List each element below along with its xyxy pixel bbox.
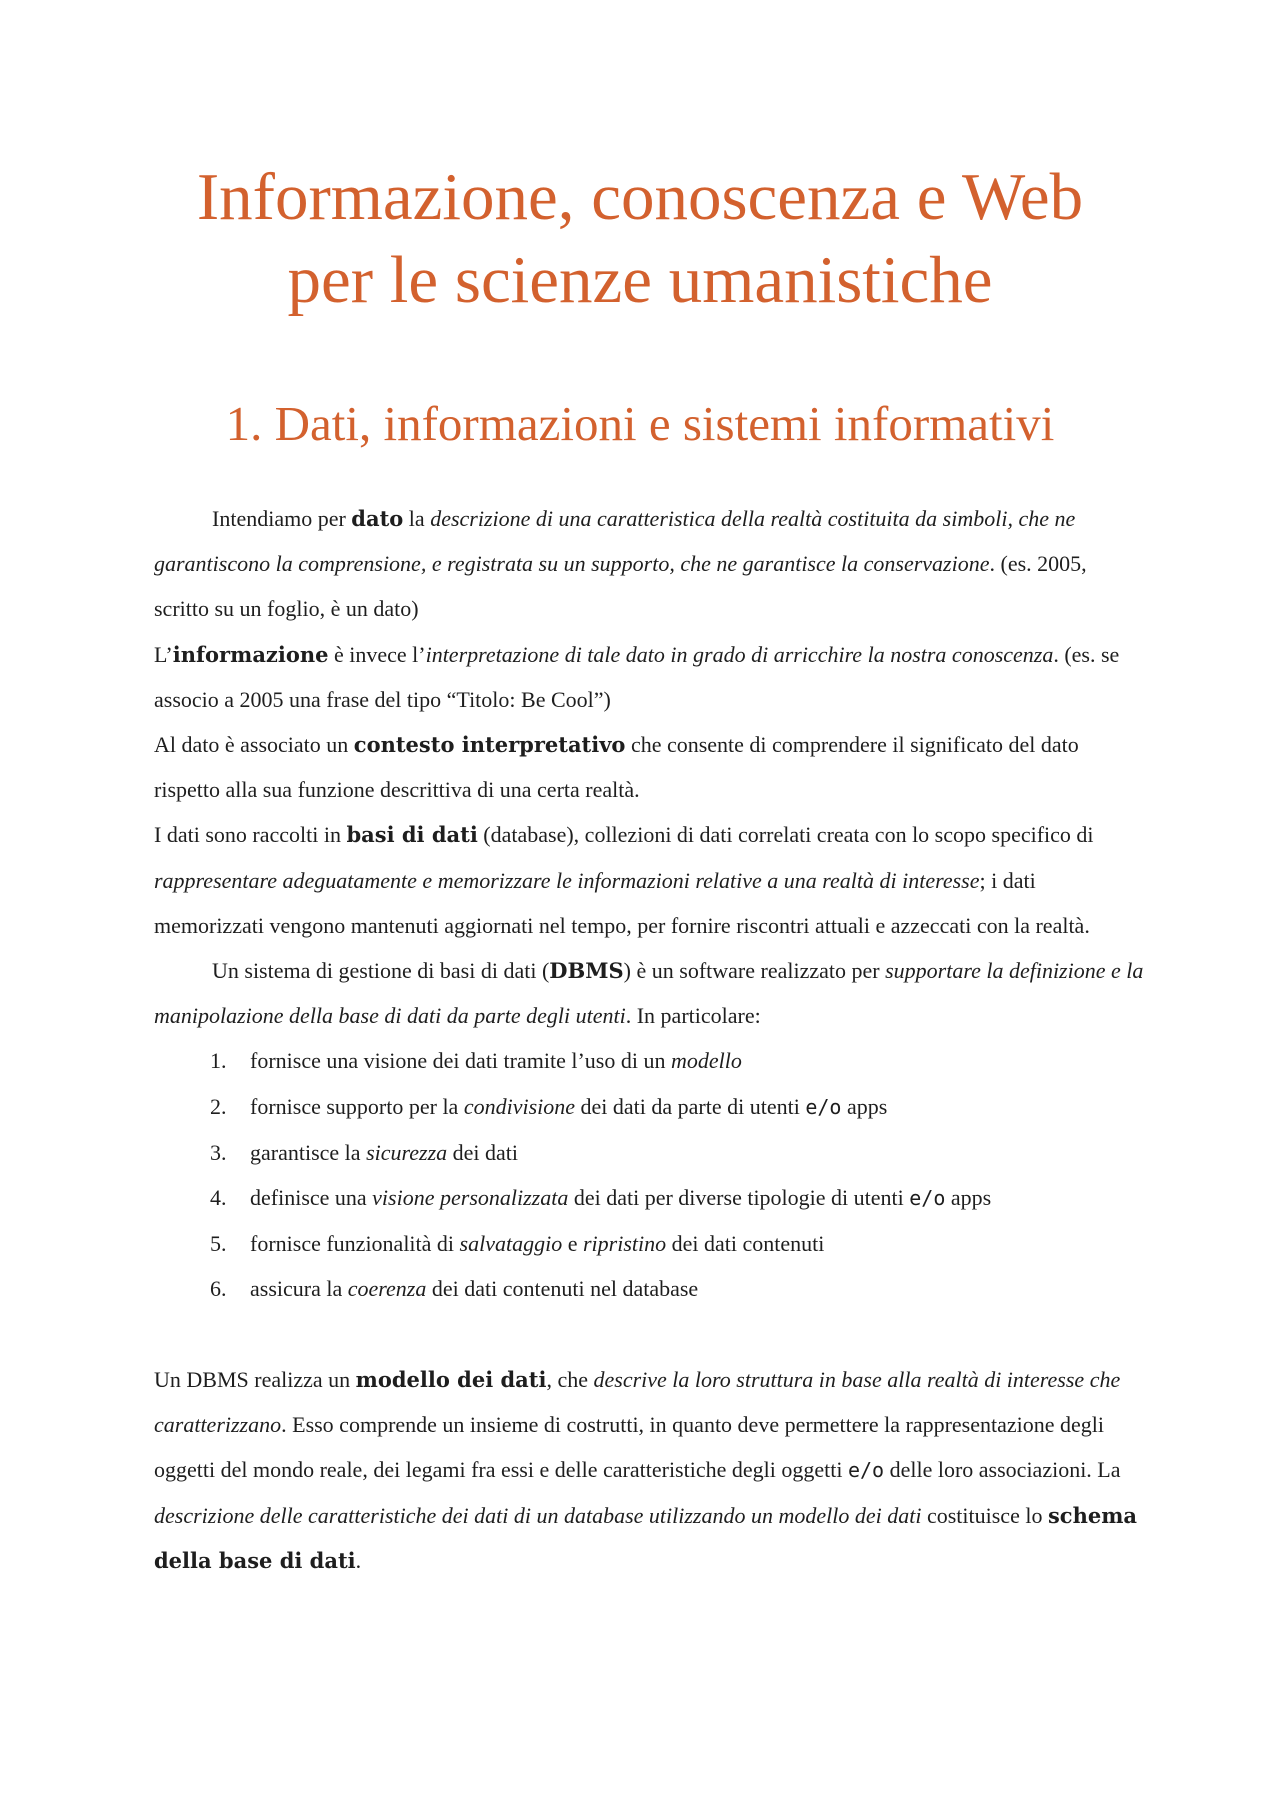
text-span: Un sistema di gestione di basi di dati ( [212,958,550,984]
text-span: . Esso comprende un insieme di costrutti, in quanto deve permettere la rappresentazione degli oggetti del mondo reale, dei legami fra essi e delle caratteristiche degli oggetti [154,1411,1105,1483]
text-span: apps [841,1093,888,1119]
text-span: e [562,1231,583,1257]
document-title [100,156,1180,322]
definition-dbms: supportare la definizione e la manipolazione della base di dati da parte degli utenti [154,958,1144,1029]
document-body [154,496,1144,1584]
list-number: 5. [210,1231,227,1257]
paragraph-dbms [154,948,1144,1038]
text-span: L’ [154,641,173,667]
definition-modello-dei-dati: descrive la loro struttura in base alla realtà di interesse che caratterizzano [154,1366,1121,1437]
text-span: definisce una [250,1185,373,1211]
text-span: garantisce la [250,1139,367,1165]
dbms-features-list [154,1038,1144,1311]
text-span: dei dati [447,1139,519,1165]
emphasis: condivisione [463,1093,576,1119]
text-span: dei dati per diverse tipologie di utenti [568,1185,910,1211]
list-item [154,1130,1144,1175]
emphasis: ripristino [582,1231,667,1257]
text-span: ) è un software realizzato per [623,958,886,984]
document-title-line-1: Informazione, conoscenza e Web [196,160,1084,234]
section-heading: 1. Dati, informazioni e sistemi informativi [225,396,1055,451]
term-dbms: DBMS [549,958,624,984]
text-span: la [403,506,431,531]
definition-basi-di-dati: rappresentare adeguatamente e memorizzare le informazioni relative a una realtà di interesse [154,867,980,893]
text-span: fornisce una visione dei dati tramite l’uso di un [250,1048,671,1074]
list-number: 3. [210,1139,227,1165]
emphasis: salvataggio [459,1231,563,1257]
text-span: Intendiamo per [212,506,352,531]
text-span: dei dati contenuti [666,1231,825,1257]
text-span: è invece l’ [328,641,426,667]
text-span: assicura la [250,1276,348,1302]
text-span: . In particolare: [625,1003,761,1029]
text-span: dei dati contenuti nel database [426,1276,699,1302]
paragraph-dato [154,496,1144,632]
definition-dato: descrizione di una caratteristica della realtà costituita da simboli, che ne garantiscono la comprensione, e registrata su un supporto, che ne garantisce la conservazione [154,506,1076,577]
text-span: apps [945,1185,992,1211]
text-span: fornisce supporto per la [250,1093,464,1119]
list-number: 1. [210,1048,227,1074]
list-item [154,1221,1144,1266]
list-number: 2. [210,1093,227,1119]
list-item [154,1175,1144,1221]
text-span: costituisce lo [921,1503,1048,1529]
emphasis: sicurezza [366,1139,448,1165]
text-span: . [355,1548,362,1574]
list-item [154,1266,1144,1311]
emphasis: coerenza [347,1276,427,1302]
text-span: e/o [847,1458,885,1483]
text-span: e/o [805,1094,842,1119]
text-span: I dati sono raccolti in [154,822,347,848]
emphasis: visione personalizzata [372,1185,569,1211]
paragraph-gap [154,1312,1144,1357]
text-span: fornisce funzionalità di [250,1231,460,1257]
text-span: che consente di comprendere il significato del dato rispetto alla sua funzione descrittiva di una certa realtà. [154,732,1079,803]
term-dato: dato [351,506,404,531]
text-span: Al dato è associato un [154,732,354,758]
term-modello-dei-dati: modello dei dati [355,1366,547,1392]
paragraph-modello-dei-dati [154,1357,1144,1584]
text-span: e/o [909,1186,946,1211]
text-span: (database), collezioni di dati correlati creata con lo scopo specifico di [477,822,1094,848]
definition-schema: descrizione delle caratteristiche dei dati di un database utilizzando un modello dei dati [154,1503,922,1529]
term-schema-della-base-di-dati: schema della base di dati [154,1503,1138,1574]
list-item [154,1038,1144,1083]
text-span: ; i dati memorizzati vengono mantenuti aggiornati nel tempo, per fornire riscontri attuali e azzeccati con la realtà. [154,867,1090,938]
paragraph-basi-di-dati [154,812,1144,948]
text-span: delle loro associazioni. La [884,1457,1121,1483]
list-number: 4. [210,1185,227,1211]
text-span: , che [546,1366,594,1392]
list-item [154,1084,1144,1130]
term-informazione: informazione [172,641,329,667]
list-number: 6. [210,1276,227,1302]
definition-informazione: interpretazione di tale dato in grado di arricchire la nostra conoscenza [425,641,1054,667]
term-contesto-interpretativo: contesto interpretativo [353,732,626,758]
text-span: . (es. 2005, scritto su un foglio, è un dato) [154,551,1087,622]
text-span: . (es. se associo a 2005 una frase del tipo “Titolo: Be Cool”) [154,641,1120,712]
paragraph-contesto [154,722,1144,812]
term-basi-di-dati: basi di dati [346,822,478,848]
text-span: dei dati da parte di utenti [575,1093,806,1119]
document-title-line-2: per le scienze umanistiche [287,243,993,317]
emphasis: modello [670,1048,742,1074]
text-span: Un DBMS realizza un [154,1366,356,1392]
paragraph-informazione [154,632,1144,722]
